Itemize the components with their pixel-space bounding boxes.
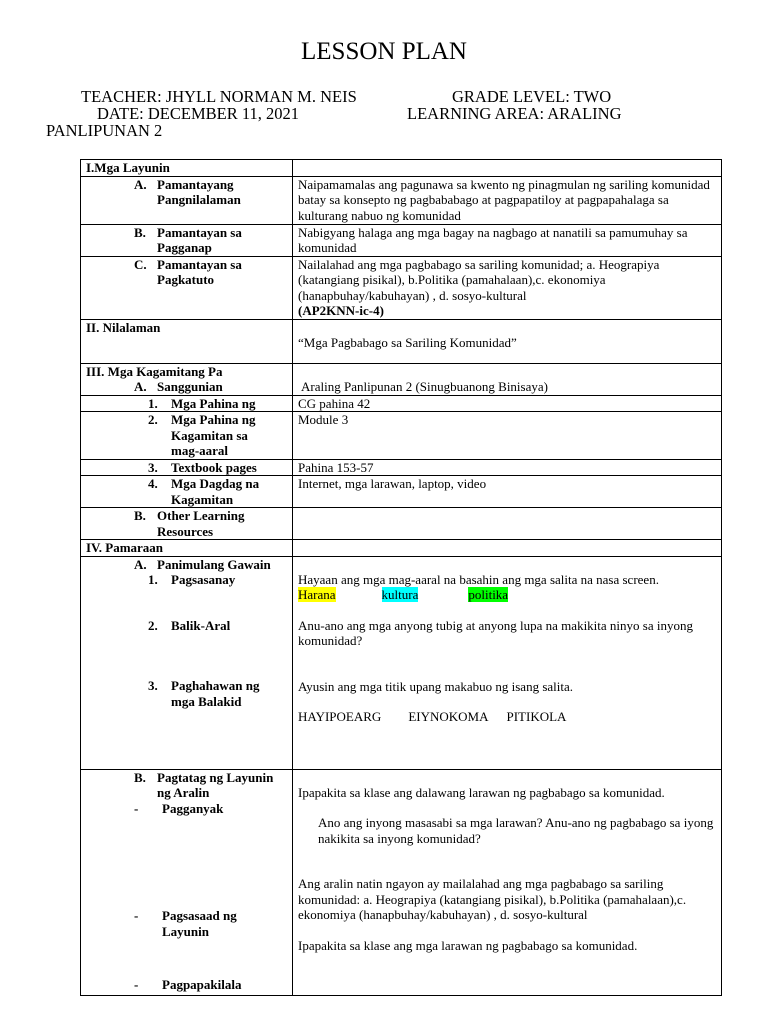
unlocking-instruction: Ayusin ang mga titik upang makabuo ng isang salita. [298,678,574,694]
drill-words [298,587,716,603]
empty-cell [293,540,722,557]
page-title: LESSON PLAN [301,38,467,65]
learning-area-continued: PANLIPUNAN 2 [46,121,163,140]
grade-level: GRADE LEVEL: TWO [452,87,612,106]
lesson-purpose-text [293,769,722,995]
additional-materials-text: Internet, mga larawan, laptop, video [293,476,722,508]
other-resources-label: B. Other Learning Resources [81,508,293,540]
learning-competency-label: C. Pamantayan sa Pagkatuto [81,256,293,319]
jumbled-word: EIYNOKOMA [408,709,489,724]
section-heading-materials: III. Mga Kagamitang Pa [86,363,223,379]
table-row [81,412,722,460]
introduction-label: Pagpapakilala [162,977,242,992]
content-text-cell [293,319,722,363]
reference-text: Araling Panlipunan 2 (Sinugbuanong Binisaya) [301,378,548,394]
empty-cell [293,508,722,540]
teacher-guide-pages-text: CG pahina 42 [293,395,722,412]
textbook-pages-label: 3. Textbook pages [81,459,293,476]
table-row [81,769,722,995]
learning-competency-text: Nailalahad ang mga pagbabago sa sariling komunidad; a. Heograpiya (katangiang pisikal), b.Politika (pamahalaan),c. ekonomiya (hanapbuhay/kabuhayan) , d. sosyo-kultural (AP2KNN-ic-4) [293,256,722,319]
learner-material-pages-text: Module 3 [293,412,722,460]
unlocking-label: Paghahawan ng [171,678,260,693]
textbook-pages-text: Pahina 153-57 [293,459,722,476]
section-heading-objectives: I.Mga Layunin [81,160,293,177]
table-row [81,256,722,319]
lesson-date: DATE: DECEMBER 11, 2021 [97,104,299,123]
lesson-purpose-label: B. Pagtatag ng Layunin ng Aralin - Pagganyak - Pagsasaad ng Layunin - Pagpapakilala [81,769,293,995]
content-title: “Mga Pagbabago sa Sariling Komunidad” [298,334,517,350]
table-row [81,224,722,256]
empty-cell [293,160,722,177]
lesson-plan-table [80,159,722,996]
content-standard-text: Naipamamalas ang pagunawa sa kwento ng pinagmulan ng sariling komunidad batay sa konsepto ng pagbababago at pagpapatiloy at pagpapahalaga sa kulturang nabuo ng komunidad [293,176,722,224]
table-row [81,395,722,412]
jumbled-words [298,709,716,725]
motivation-label: Pagganyak [162,800,224,816]
table-row [81,556,722,769]
materials-label: III. Mga Kagamitang Pa A. Sanggunian [81,363,293,395]
motivation-text: Ipapakita sa klase ang dalawang larawan ng pagbabago sa komunidad. [298,784,665,800]
performance-standard-text: Nabigyang halaga ang mga bagay na nagbago at nanatili sa pamumuhay sa komunidad [293,224,722,256]
stating-objectives-label: Pagsasaad ng [162,908,237,923]
introduction-text: Ipapakita sa klase ang mga larawan ng pagbabago sa komunidad. [298,937,638,953]
content-standard-label: A. Pamantayang Pangnilalaman [81,176,293,224]
table-row [81,540,722,557]
performance-standard-label: B. Pamantayan sa Pagganap [81,224,293,256]
table-row [81,476,722,508]
stating-objectives-text: Ang aralin natin ngayon ay mailalahad ang mga pagbabago sa sariling komunidad: a. Heograpiya (katangiang pisikal), b.Politika (pamahalaan),c. ekonomiya (hanapbuhay/kabuhayan) , d. sosyo-kultural [298,876,687,922]
drill-label: Pagsasanay [171,572,236,587]
additional-materials-label: 4. Mga Dagdag na Kagamitan [81,476,293,508]
review-question: Anu-ano ang mga anyong tubig at anyong lupa na makikita ninyo sa inyong komunidad? [298,617,693,648]
learner-material-pages-label: 2. Mga Pahina ng Kagamitan sa mag-aaral [81,412,293,460]
learning-area: LEARNING AREA: ARALING [407,104,622,123]
table-row [81,508,722,540]
table-row [81,160,722,177]
section-heading-content: II. Nilalaman [81,319,293,363]
table-row [81,459,722,476]
drill-instruction: Hayaan ang mga mag-aaral na basahin ang mga salita na nasa screen. [298,571,659,587]
teacher-guide-pages-label: 1. Mga Pahina ng [81,395,293,412]
section-heading-procedure: IV. Pamaraan [81,540,293,557]
table-row [81,319,722,363]
table-row [81,363,722,395]
motivation-question: Ano ang inyong masasabi sa mga larawan? Anu-ano ng pagbabago sa iyong nakikita sa inyong komunidad? [318,815,714,846]
jumbled-word: HAYIPOEARG [298,709,382,724]
table-row [81,176,722,224]
reference-cell [293,363,722,395]
competency-code: (AP2KNN-ic-4) [298,303,384,318]
jumbled-word: PITIKOLA [506,709,567,724]
teacher-name: TEACHER: JHYLL NORMAN M. NEIS [81,87,357,106]
word-politika: politika [468,587,509,602]
word-harana: Harana [298,587,336,602]
preliminary-activities-label: A. Panimulang Gawain 1. Pagsasanay 2. Balik-Aral 3. Paghahawan ng mga Balakid [81,556,293,769]
preliminary-activities-text [293,556,722,769]
word-kultura: kultura [381,587,419,602]
review-label: Balik-Aral [171,617,231,633]
